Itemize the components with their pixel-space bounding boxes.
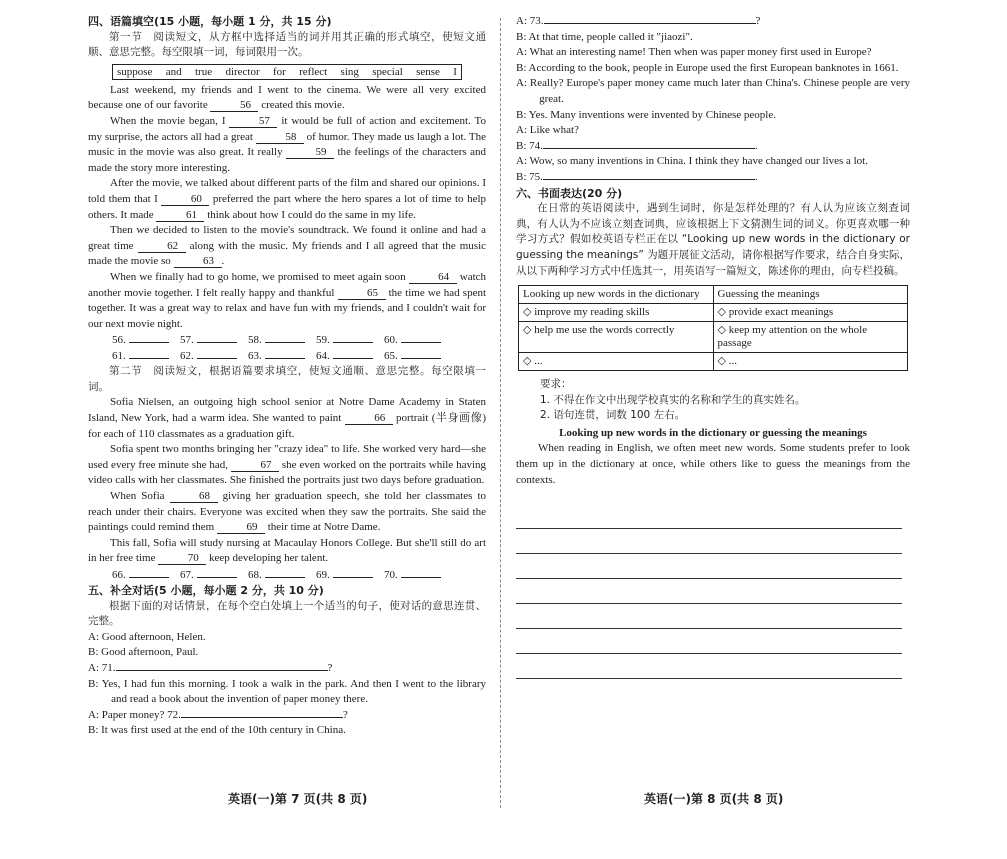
writing-line[interactable] [516,654,902,679]
blank-63[interactable]: 63 [174,255,222,268]
answer-number: 58. [248,334,265,347]
blank-68[interactable]: 68 [170,490,218,503]
word-box-item: sing [340,65,359,78]
table-row [519,353,908,371]
blank-59[interactable]: 59 [286,146,334,159]
dialogue-line-6: B: It was first used at the end of the 10th century in China. [88,724,346,737]
answer-line[interactable] [401,332,441,343]
answer-number: 61. [112,350,129,363]
answer-number: 63. [248,350,265,363]
answer-slot[interactable] [384,567,452,583]
blank-57[interactable]: 57 [229,115,277,128]
dialogue-line-4: B: Yes, I had fun this morning. I took a walk in the park. And then I went to the library and read a book about the invention of paper money there. [88,677,486,706]
answer-line[interactable] [129,348,169,359]
dialogue-line-15: A: Wow, so many inventions in China. I think they have changed our lives a lot. [516,155,868,168]
writing-line[interactable] [516,529,902,554]
dialogue-line-12: B: Yes. Many inventions were invented by Chinese people. [516,108,776,121]
section5-title: 五、补全对话(5 小题，每小题 2 分，共 10 分) [88,584,324,597]
table-cell: ◇ ... [519,353,714,371]
table-row [519,322,908,353]
answer-slot[interactable] [180,567,248,583]
answer-number: 68. [248,569,265,581]
table-head-guessing: Guessing the meanings [713,286,908,304]
passage2-para4: This fall, Sofia will study nursing at Macaulay Honors College. But she'll still do art in her free time 70 keep developing her talent. [88,536,486,565]
answer-line[interactable] [265,332,305,343]
writing-line[interactable] [516,554,902,579]
answer-line[interactable] [333,332,373,343]
table-cell: ◇ ... [713,353,908,371]
passage2-para3: When Sofia 68 giving her graduation speech, she told her classmates to reach under their chairs. Everyone was excited when they saw the portraits. She said the paintings could remind them 69 their time at Notre Dame. [88,490,487,534]
dialogue-line-5: A: Paper money? 72. ? [88,708,348,721]
blank-73[interactable] [544,23,756,24]
answer-number: 69. [316,569,333,581]
answer-line[interactable] [129,567,169,578]
requirements-title: 要求： [540,378,572,391]
blank-58[interactable]: 58 [256,131,304,144]
answer-line[interactable] [333,348,373,359]
blank-72[interactable] [181,717,343,718]
answer-line[interactable] [197,348,237,359]
answer-line[interactable] [401,348,441,359]
learning-methods-table [518,285,908,371]
answer-line[interactable] [401,567,441,578]
passage2-para1: Sofia Nielsen, an outgoing high school senior at Notre Dame Academy in Staten Island, New York, had a warm idea. She wanted to paint 66 portrait (半身画像) for each of 110 classmates as a graduation gift. [88,396,487,440]
answer-slot[interactable] [112,567,180,583]
blank-62[interactable]: 62 [138,240,186,253]
page-8 [516,14,910,824]
word-box-item: suppose [117,65,153,78]
footer-page-8: 英语(一)第 8 页(共 8 页) [644,792,784,806]
writing-line[interactable] [516,579,902,604]
dialogue-line-9: A: What an interesting name! Then when was paper money first used in Europe? [516,46,872,59]
answer-slot[interactable] [180,332,248,348]
passage2-para2: Sofia spent two months bringing her "crazy idea" to life. She worked very hard—she used every free minute she had, 67 she even worked on the portraits while having video calls with her classmates. She finished the portraits just two days before graduation. [88,443,487,487]
table-cell: ◇ keep my attention on the whole passage [713,322,908,353]
word-box-item: sense [416,65,440,78]
answer-slot[interactable] [384,348,452,364]
blank-56[interactable]: 56 [210,99,258,112]
answer-number: 66. [112,569,129,581]
word-box-item: special [372,65,403,78]
dialogue-line-2: B: Good afternoon, Paul. [88,646,199,659]
writing-line[interactable] [516,504,902,529]
answer-line[interactable] [265,567,305,578]
blank-69[interactable]: 69 [217,521,265,534]
answer-number: 65. [384,350,401,363]
word-box-item: I [453,65,457,78]
dialogue-line-10: B: According to the book, people in Europe used the first European banknotes in 1661. [516,61,899,74]
passage1-para1: Last weekend, my friends and I went to the cinema. We were all very excited because one of our favorite 56 created this movie. [88,83,486,112]
essay-opening: When reading in English, we often meet new words. Some students prefer to look them up in the dictionary at once, while others like to guess the meanings from the contexts. [516,442,910,486]
answer-line[interactable] [333,567,373,578]
blank-74[interactable] [543,148,755,149]
dialogue-line-7: A: 73. ? [516,15,761,27]
essay-title: Looking up new words in the dictionary or guessing the meanings [559,426,867,439]
answer-number: 57. [180,334,197,347]
dialogue-line-14: B: 74. . [516,139,758,152]
blank-71[interactable] [116,670,328,671]
answer-number: 59. [316,334,333,347]
table-cell: ◇ provide exact meanings [713,304,908,322]
table-header-row [519,286,908,304]
passage1-para4: Then we decided to listen to the movie's soundtrack. We found it online and had a great time 62 along with the music. My friends and I all agreed that the music made the movie so 63 . [88,224,487,268]
dialogue-line-3: A: 71. ? [88,661,333,674]
answer-number: 56. [112,334,129,347]
answer-slot[interactable] [180,348,248,364]
part1-instruction: 第一节 阅读短文，从方框中选择适当的词并用其正确的形式填空，使短文通顺、意思完整。每空限填一词，每词限用一次。 [88,30,486,59]
page-7 [88,14,486,824]
answer-slot[interactable] [384,332,452,348]
word-box-item: and [165,65,182,78]
answer-line[interactable] [197,332,237,343]
answer-slot[interactable] [316,567,384,583]
answer-number: 60. [384,334,401,347]
answer-slot[interactable] [248,332,316,348]
answer-row-56-65 [112,332,486,364]
dialogue-line-13: A: Like what? [516,124,579,137]
answer-line[interactable] [129,332,169,343]
answer-slot[interactable] [248,567,316,583]
section4-title: 四、语篇填空(15 小题，每小题 1 分，共 15 分) [88,15,332,28]
blank-70[interactable]: 70 [158,552,206,565]
writing-line[interactable] [516,629,902,654]
requirement-1: 1. 不得在作文中出现学校真实的名称和学生的真实姓名。 [540,393,806,406]
dialogue-line-8: B: At that time, people called it "jiaozi". [516,30,693,43]
section5-instruction: 根据下面的对话情景，在每个空白处填上一个适当的句子，使对话的意思连贯、完整。 [88,599,486,628]
passage1-para3: After the movie, we talked about different parts of the film and shared our opinions. I told them that I 60 preferred the part where the hero spares a lot of time to help others. It made 61 think about how I could do the same in my life. [88,177,487,221]
answer-slot[interactable] [248,348,316,364]
passage1-para5: When we finally had to go home, we promised to meet again soon 64 watch another movie together. I felt really happy and thankful 65 the time we had spent together. It was a great way to relax and have fun with my friends, and I couldn't wait for our next movie night. [88,270,487,330]
blank-66[interactable]: 66 [345,412,393,425]
word-box-item: reflect [299,65,328,78]
page-divider [500,18,501,808]
answer-line[interactable] [197,567,237,578]
word-box-item: for [272,65,286,78]
requirement-2: 2. 语句连贯，词数 100 左右。 [540,409,686,422]
passage1-para2: When the movie began, I 57 it would be full of action and excitement. To my surprise, the actors all had a great 58 of humor. They made us laugh a lot. The music in the movie was also great. It really 59 the feelings of the characters and made the story more interesting. [88,114,487,174]
blank-75[interactable] [543,179,755,180]
part2-instruction: 第二节 阅读短文，根据语篇要求填空，使短文通顺、意思完整。每空限填一词。 [88,365,486,393]
answer-slot[interactable] [316,348,384,364]
answer-row-66-70 [112,567,486,583]
answer-number: 62. [180,350,197,363]
blank-64[interactable]: 64 [409,271,457,284]
table-cell: ◇ help me use the words correctly [519,322,714,353]
blank-61[interactable]: 61 [156,209,204,222]
blank-67[interactable]: 67 [231,459,279,472]
footer-page-7: 英语(一)第 7 页(共 8 页) [228,792,368,806]
writing-area[interactable] [516,504,910,679]
blank-65[interactable]: 65 [338,287,386,300]
blank-60[interactable]: 60 [161,193,209,206]
answer-number: 64. [316,350,333,363]
table-head-dictionary: Looking up new words in the dictionary [519,286,714,304]
dialogue-line-1: A: Good afternoon, Helen. [88,630,206,643]
answer-number: 70. [384,569,401,581]
dialogue-line-16: B: 75. . [516,170,758,183]
table-cell: ◇ improve my reading skills [519,304,714,322]
table-row [519,304,908,322]
writing-line[interactable] [516,604,902,629]
section6-instruction: 在日常的英语阅读中，遇到生词时，你是怎样处理的？有人认为应该立刻查词典，有人认为不应该立刻查词典，应该根据上下文猜测生词的词义。你更喜欢哪一种学习方式？假如校英语专栏正在以 “Looking up new words in the dictionary or guessing the meanings” 为题开展征文活动，请你根据写作要求，结合自身实际，从以下两种学习方式中任选其一，用英语写一篇短文，陈述你的理由，向专栏投稿。 [516,202,910,277]
word-box [112,64,462,80]
dialogue-line-11: A: Really? Europe's paper money came much later than China's. Chinese people are very great. [516,77,910,105]
answer-slot[interactable] [112,332,180,348]
answer-slot[interactable] [316,332,384,348]
word-box-item: director [225,65,260,78]
section6-title: 六、书面表达(20 分) [516,186,623,200]
answer-line[interactable] [265,348,305,359]
answer-slot[interactable] [112,348,180,364]
answer-number: 67. [180,569,197,581]
word-box-item: true [195,65,213,78]
